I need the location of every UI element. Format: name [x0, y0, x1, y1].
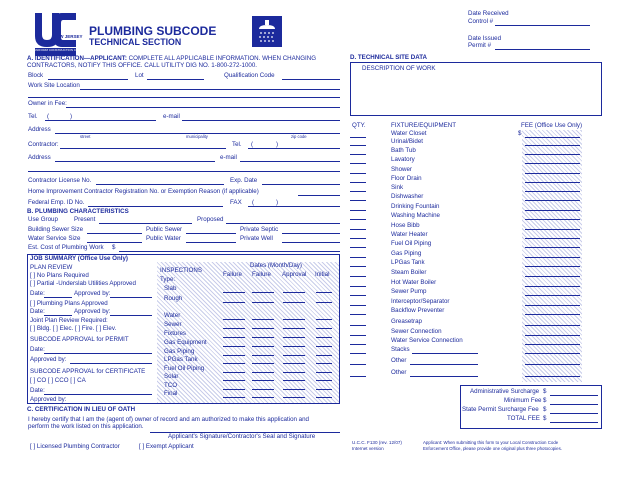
- state-permit-dollar: $: [543, 406, 547, 413]
- inspection-date-field[interactable]: [223, 337, 245, 338]
- fixture-label: Water Heater: [391, 231, 428, 238]
- approval-header: Approval: [282, 271, 307, 278]
- private-well-label: Private Well: [240, 235, 273, 242]
- fixture-qty-field[interactable]: [350, 335, 366, 336]
- contractor-address-field-2[interactable]: [28, 171, 340, 172]
- inspections-label: INSPECTIONS: [160, 267, 202, 274]
- qualification-code-field[interactable]: [282, 79, 340, 80]
- inspection-date-field[interactable]: [252, 363, 274, 364]
- inspection-date-field[interactable]: [223, 389, 245, 390]
- private-well-field[interactable]: [282, 242, 340, 243]
- inspection-date-field[interactable]: [223, 292, 245, 293]
- failure-2-header: Failure: [252, 271, 271, 278]
- submission-note-1: Applicant: When submitting this form to your Local Construction Code: [423, 440, 559, 445]
- inspection-date-field[interactable]: [223, 346, 245, 347]
- est-cost-dollar: $: [112, 244, 116, 251]
- fixture-label: Urinal/Bidet: [391, 138, 423, 145]
- partial-checkbox[interactable]: [ ] Partial -Underslab Utilities Approved: [30, 280, 136, 287]
- admin-surcharge-dollar: $: [543, 388, 547, 395]
- fixture-qty-field[interactable]: [350, 210, 366, 211]
- certification-text-1: I hereby certify that I am the (agent of) owner of record and am authorized to make this application and: [28, 416, 309, 423]
- inspection-date-field[interactable]: [316, 389, 332, 390]
- fixture-fee-field[interactable]: [525, 182, 580, 183]
- permit-date-label: Date:: [30, 346, 45, 353]
- inspection-date-field[interactable]: [283, 346, 305, 347]
- fixture-qty-field[interactable]: [350, 173, 366, 174]
- owner-label: Owner in Fee:: [28, 100, 67, 107]
- fixture-fee-field[interactable]: [525, 353, 580, 354]
- block-field[interactable]: [48, 79, 128, 80]
- fixture-qty-field[interactable]: [350, 238, 366, 239]
- fixture-fee-field[interactable]: [525, 191, 580, 192]
- public-water-field[interactable]: [186, 242, 236, 243]
- inspection-date-field[interactable]: [223, 319, 245, 320]
- inspection-date-field[interactable]: [223, 372, 245, 373]
- no-plans-checkbox[interactable]: [ ] No Plans Required: [30, 272, 89, 279]
- fixture-qty-field[interactable]: [350, 137, 366, 138]
- partial-date-field[interactable]: [44, 297, 72, 298]
- fixture-qty-field[interactable]: [350, 344, 366, 345]
- form-number: U.C.C. F130 (rev. 12/07): [352, 440, 402, 445]
- inspection-date-field[interactable]: [283, 380, 305, 381]
- inspection-type-label: Slab: [164, 285, 177, 292]
- partial-date-label: Date:: [30, 290, 45, 297]
- inspection-date-field[interactable]: [283, 292, 305, 293]
- control-field[interactable]: [495, 25, 590, 26]
- inspection-date-field[interactable]: [252, 292, 274, 293]
- permit-label: Permit #: [468, 42, 492, 49]
- fixture-fee-field[interactable]: [525, 344, 580, 345]
- owner-email-field[interactable]: [182, 120, 340, 121]
- inspection-date-field[interactable]: [252, 355, 274, 356]
- owner-zip-hint: zip code: [291, 134, 307, 139]
- fixture-label: Shower: [391, 166, 412, 173]
- fixture-label: Fuel Oil Piping: [391, 240, 432, 247]
- logo-text: NEW JERSEY: [53, 34, 83, 39]
- owner-field[interactable]: [66, 107, 340, 108]
- certificate-date-label: Date:: [30, 387, 45, 394]
- fixture-label: Sink: [391, 184, 404, 191]
- private-septic-label: Private Septic: [240, 226, 279, 233]
- logo-sub: UNIFORM CONSTRUCTION CODE: [34, 48, 83, 52]
- inspection-date-field[interactable]: [252, 389, 274, 390]
- inspection-type-label: Final: [164, 390, 178, 397]
- owner-municipality-hint: municipality: [186, 134, 208, 139]
- certification-text-2: perform the work listed on this application.: [28, 423, 144, 430]
- partial-approved-by-label: Approved by:: [74, 290, 111, 297]
- contractor-tel-field[interactable]: [248, 148, 340, 149]
- fixture-label: Sewer Pump: [391, 288, 427, 295]
- fixture-label: Stacks: [391, 346, 410, 353]
- plumbing-plans-checkbox[interactable]: [ ] Plumbing Plans Approved: [30, 300, 108, 307]
- fixture-qty-field[interactable]: [350, 257, 366, 258]
- permit-field[interactable]: [495, 49, 590, 50]
- certificate-approved-by-field[interactable]: [70, 403, 152, 404]
- inspection-date-field[interactable]: [316, 302, 332, 303]
- fixture-fee-field[interactable]: [525, 163, 580, 164]
- permit-date-field[interactable]: [44, 353, 152, 354]
- inspection-date-field[interactable]: [252, 337, 274, 338]
- fixture-label: Lavatory: [391, 156, 415, 163]
- fixture-label: Floor Drain: [391, 175, 422, 182]
- fixture-qty-field[interactable]: [350, 154, 366, 155]
- date-received-label: Date Received: [468, 10, 509, 17]
- fax-paren-close: ): [276, 199, 279, 206]
- owner-tel-paren-close: ): [70, 113, 73, 120]
- inspection-type-label: LPGas Tank: [164, 356, 198, 363]
- dates-header-label: Dates (Month/Day): [250, 262, 302, 269]
- fixture-fee-field[interactable]: [525, 200, 580, 201]
- private-septic-field[interactable]: [282, 233, 340, 234]
- fax-paren-open: (: [252, 199, 255, 206]
- inspection-date-field[interactable]: [252, 372, 274, 373]
- subcode-certificate-label: SUBCODE APPROVAL for CERTIFICATE: [30, 368, 146, 375]
- lot-field[interactable]: [147, 79, 204, 80]
- inspection-date-field[interactable]: [283, 363, 305, 364]
- inspection-date-field[interactable]: [316, 363, 332, 364]
- licensed-contractor-checkbox[interactable]: [ ] Licensed Plumbing Contractor: [30, 443, 120, 450]
- stacks-field[interactable]: [412, 353, 478, 354]
- inspection-date-field[interactable]: [316, 319, 332, 320]
- other-field[interactable]: [410, 364, 478, 365]
- inspection-date-field[interactable]: [283, 355, 305, 356]
- submission-note-2: Enforcement Office, please provide one original plus three photocopies.: [423, 446, 563, 451]
- owner-email-label: e-mail: [163, 113, 180, 120]
- present-field[interactable]: [99, 223, 192, 224]
- fixture-fee-field[interactable]: [525, 219, 580, 220]
- inspection-date-field[interactable]: [316, 372, 332, 373]
- partial-approved-by-field[interactable]: [110, 297, 152, 298]
- contractor-license-field[interactable]: [96, 184, 224, 185]
- inspection-date-field[interactable]: [283, 302, 305, 303]
- control-label: Control #: [468, 18, 494, 25]
- inspection-type-label: Fixtures: [164, 330, 187, 337]
- fixture-qty-field[interactable]: [350, 247, 366, 248]
- water-service-label: Water Service Size: [28, 235, 81, 242]
- certificate-approved-by-label: Approved by:: [30, 396, 67, 403]
- proposed-label: Proposed: [197, 216, 224, 223]
- fixture-label: Water Service Connection: [391, 337, 463, 344]
- fax-field[interactable]: [248, 206, 340, 207]
- contractor-email-label: e-mail: [220, 154, 237, 161]
- fixture-label: LPGas Tank: [391, 259, 425, 266]
- inspection-date-field[interactable]: [316, 337, 332, 338]
- fixture-fee-field[interactable]: [525, 154, 580, 155]
- est-cost-field[interactable]: [119, 251, 340, 252]
- fixture-label: Sewer Connection: [391, 328, 442, 335]
- admin-surcharge-field[interactable]: [550, 395, 598, 396]
- inspection-date-field[interactable]: [223, 397, 245, 398]
- plans-approved-by-label: Approved by:: [74, 308, 111, 315]
- fixture-fee-field[interactable]: [525, 286, 580, 287]
- plans-date-field[interactable]: [44, 315, 72, 316]
- contractor-field[interactable]: [60, 148, 226, 149]
- total-fee-label: TOTAL FEE: [507, 415, 540, 422]
- present-label: Present: [74, 216, 96, 223]
- subcode-permit-label: SUBCODE APPROVAL for PERMIT: [30, 336, 129, 343]
- section-a-instructions-1: COMPLETE ALL APPLICABLE INFORMATION. WHEN CHANGING: [128, 55, 317, 62]
- fixture-label: Hose Bibb: [391, 222, 420, 229]
- joint-plan-options[interactable]: [ ] Bldg. [ ] Elec. [ ] Fire. [ ] Elev.: [30, 325, 117, 332]
- inspection-date-field[interactable]: [252, 319, 274, 320]
- admin-surcharge-label: Administrative Surcharge: [470, 388, 540, 395]
- inspection-date-field[interactable]: [283, 372, 305, 373]
- fixture-fee-field[interactable]: [525, 137, 580, 138]
- plans-date-label: Date:: [30, 308, 45, 315]
- fixture-qty-field[interactable]: [350, 325, 366, 326]
- inspections-type-label: Type:: [160, 276, 176, 283]
- total-fee-field[interactable]: [550, 422, 598, 423]
- owner-address-label: Address: [28, 126, 51, 133]
- fixture-header: FIXTURE/EQUIPMENT: [391, 122, 456, 129]
- fixture-fee-field[interactable]: [525, 247, 580, 248]
- internet-version: Internet version: [352, 446, 384, 451]
- fixture-qty-field[interactable]: [350, 219, 366, 220]
- fixture-qty-field[interactable]: [350, 266, 366, 267]
- qualification-code-label: Qualification Code: [224, 72, 275, 79]
- minimum-fee-field[interactable]: [550, 404, 598, 405]
- inspection-date-field[interactable]: [316, 397, 332, 398]
- date-issued-label: Date Issued: [468, 35, 502, 42]
- est-cost-label: Est. Cost of Plumbing Work: [28, 244, 104, 251]
- work-site-location-field[interactable]: [80, 89, 340, 90]
- permit-approved-by-label: Approved by:: [30, 356, 67, 363]
- fixture-fee-field[interactable]: [525, 257, 580, 258]
- inspection-date-field[interactable]: [223, 302, 245, 303]
- joint-plan-label: Joint Plan Review Required:: [30, 317, 108, 324]
- contractor-tel-label: Tel.: [232, 141, 242, 148]
- inspection-date-field[interactable]: [283, 328, 305, 329]
- permit-approved-by-field[interactable]: [70, 363, 152, 364]
- fixture-qty-field[interactable]: [350, 353, 366, 354]
- fixture-label: Dishwasher: [391, 193, 424, 200]
- section-c-heading: C. CERTIFICATION IN LIEU OF OATH: [27, 406, 136, 413]
- inspection-date-field[interactable]: [316, 328, 332, 329]
- certificate-date-field[interactable]: [44, 394, 152, 395]
- inspection-date-field[interactable]: [223, 363, 245, 364]
- inspection-date-field[interactable]: [252, 328, 274, 329]
- fixture-label: Greasetrap: [391, 318, 422, 325]
- fixture-label: Hot Water Boiler: [391, 279, 437, 286]
- fixture-fee-field[interactable]: [525, 173, 580, 174]
- fixture-fee-field[interactable]: [525, 376, 580, 377]
- proposed-field[interactable]: [226, 223, 340, 224]
- other-field[interactable]: [410, 376, 478, 377]
- inspection-type-label: Solar: [164, 373, 179, 380]
- inspection-date-field[interactable]: [283, 337, 305, 338]
- fixture-qty-field[interactable]: [350, 376, 366, 377]
- block-label: Block: [28, 72, 44, 79]
- federal-emp-field[interactable]: [88, 206, 223, 207]
- exempt-applicant-checkbox[interactable]: [ ] Exempt Applicant: [139, 443, 194, 450]
- inspection-date-field[interactable]: [283, 389, 305, 390]
- inspection-type-label: TCO: [164, 382, 178, 389]
- plans-approved-by-field[interactable]: [110, 315, 152, 316]
- use-group-label: Use Group: [28, 216, 58, 223]
- inspection-type-label: Rough: [164, 295, 183, 302]
- fixture-label: Other: [391, 357, 407, 364]
- contractor-license-label: Contractor License No.: [28, 177, 92, 184]
- contractor-label: Contractor:: [28, 141, 59, 148]
- state-permit-label: State Permit Surcharge Fee: [462, 406, 539, 413]
- fixture-qty-field[interactable]: [350, 229, 366, 230]
- work-site-location-field-2[interactable]: [28, 97, 340, 98]
- public-sewer-label: Public Sewer: [146, 226, 183, 233]
- fixture-label: Interceptor/Separator: [391, 298, 450, 305]
- certificate-options[interactable]: [ ] CO [ ] CCO [ ] CA: [30, 377, 86, 384]
- inspection-type-label: Sewer: [164, 321, 182, 328]
- contractor-tel-paren-open: (: [251, 141, 254, 148]
- fee-header: FEE (Office Use Only): [521, 122, 583, 129]
- water-service-field[interactable]: [87, 242, 142, 243]
- total-fee-dollar: $: [543, 415, 547, 422]
- fixture-qty-field[interactable]: [350, 145, 366, 146]
- section-a-instructions-2: CONTRACTORS, NOTIFY THIS OFFICE. CALL UTILITY DIG NO. 1-800-272-1000.: [27, 62, 258, 69]
- fixture-fee-field[interactable]: [525, 266, 580, 267]
- fixture-fee-field[interactable]: [525, 325, 580, 326]
- inspection-date-field[interactable]: [252, 397, 274, 398]
- fixture-label: Steam Boiler: [391, 269, 427, 276]
- fixture-label: Backflow Preventer: [391, 307, 445, 314]
- minimum-fee-dollar: $: [543, 397, 547, 404]
- inspection-date-field[interactable]: [316, 292, 332, 293]
- owner-street-hint: street: [80, 134, 91, 139]
- public-water-label: Public Water: [146, 235, 181, 242]
- inspection-date-field[interactable]: [283, 397, 305, 398]
- fixture-qty-field[interactable]: [350, 163, 366, 164]
- fixture-qty-field[interactable]: [350, 305, 366, 306]
- fixture-label: Bath Tub: [391, 147, 416, 154]
- section-d-heading: D. TECHNICAL SITE DATA: [350, 54, 427, 61]
- fixture-qty-field[interactable]: [350, 182, 366, 183]
- contractor-email-field[interactable]: [240, 161, 340, 162]
- fixture-fee-field[interactable]: [525, 210, 580, 211]
- fixture-fee-field[interactable]: [525, 238, 580, 239]
- inspection-type-label: Fuel Oil Piping: [164, 365, 205, 372]
- owner-tel-field[interactable]: [45, 120, 156, 121]
- fixture-qty-field[interactable]: [350, 364, 366, 365]
- fixture-fee-field[interactable]: [525, 305, 580, 306]
- inspection-type-label: Gas Piping: [164, 348, 195, 355]
- inspection-date-field[interactable]: [252, 302, 274, 303]
- home-improvement-field[interactable]: [298, 195, 340, 196]
- form-subtitle: TECHNICAL SECTION: [89, 37, 182, 47]
- lot-label: Lot: [135, 72, 144, 79]
- fixture-label: Gas Piping: [391, 250, 422, 257]
- fixture-fee-field[interactable]: [525, 314, 580, 315]
- fixture-fee-field[interactable]: [525, 276, 580, 277]
- fixture-fee-field[interactable]: [525, 145, 580, 146]
- fixture-label: Drinking Fountain: [391, 203, 440, 210]
- inspection-date-field[interactable]: [316, 346, 332, 347]
- description-label: DESCRIPTION OF WORK: [362, 65, 436, 72]
- fixture-label: Other: [391, 369, 407, 376]
- inspection-date-field[interactable]: [252, 380, 274, 381]
- inspection-type-label: Gas Equipment: [164, 339, 207, 346]
- fax-label: FAX: [230, 199, 242, 206]
- building-sewer-field[interactable]: [87, 233, 142, 234]
- contractor-address-field[interactable]: [55, 161, 215, 162]
- owner-tel-paren-open: (: [47, 113, 50, 120]
- contractor-address-label: Address: [28, 154, 51, 161]
- job-summary-heading: JOB SUMMARY (Office Use Only): [30, 255, 128, 262]
- inspection-date-field[interactable]: [223, 380, 245, 381]
- fee-dollar-sign: $: [518, 130, 522, 137]
- initial-header: Initial: [315, 271, 330, 278]
- form-title: PLUMBING SUBCODE: [89, 24, 217, 38]
- state-permit-field[interactable]: [550, 413, 598, 414]
- exp-date-field[interactable]: [262, 184, 340, 185]
- inspection-type-label: Water: [164, 312, 181, 319]
- section-a-title: A. IDENTIFICATION—APPLICANT:: [27, 55, 127, 62]
- home-improvement-label: Home Improvement Contractor Registration No. or Exemption Reason (if applicable): [28, 188, 259, 195]
- plumbing-icon: [252, 16, 282, 47]
- section-b-heading: B. PLUMBING CHARACTERISTICS: [27, 208, 129, 215]
- failure-1-header: Failure: [223, 271, 242, 278]
- work-site-location-label: Work Site Location: [28, 82, 80, 89]
- fixture-fee-field[interactable]: [525, 364, 580, 365]
- inspection-date-field[interactable]: [283, 319, 305, 320]
- fixture-fee-field[interactable]: [525, 229, 580, 230]
- inspection-date-field[interactable]: [223, 355, 245, 356]
- plan-review-label: PLAN REVIEW: [30, 264, 73, 271]
- inspection-date-field[interactable]: [223, 328, 245, 329]
- exp-date-label: Exp. Date: [230, 177, 258, 184]
- inspection-date-field[interactable]: [316, 380, 332, 381]
- contractor-tel-paren-close: ): [276, 141, 279, 148]
- fixture-qty-field[interactable]: [350, 200, 366, 201]
- fixture-qty-field[interactable]: [350, 191, 366, 192]
- public-sewer-field[interactable]: [186, 233, 236, 234]
- building-sewer-label: Building Sewer Size: [28, 226, 84, 233]
- inspection-date-field[interactable]: [316, 355, 332, 356]
- owner-tel-label: Tel.: [28, 113, 38, 120]
- fixture-fee-field[interactable]: [525, 295, 580, 296]
- fixture-fee-field[interactable]: [525, 335, 580, 336]
- fixture-qty-field[interactable]: [350, 286, 366, 287]
- federal-emp-label: Federal Emp. ID No.: [28, 199, 85, 206]
- fixture-qty-field[interactable]: [350, 314, 366, 315]
- minimum-fee-label: Minimum Fee: [504, 397, 542, 404]
- inspection-date-field[interactable]: [252, 346, 274, 347]
- fixture-qty-field[interactable]: [350, 295, 366, 296]
- qty-header: QTY.: [352, 122, 366, 129]
- signature-label: Applicant's Signature/Contractor's Seal and Signature: [168, 433, 316, 440]
- fixture-label: Washing Machine: [391, 212, 440, 219]
- fixture-qty-field[interactable]: [350, 276, 366, 277]
- fixture-label: Water Closet: [391, 130, 427, 137]
